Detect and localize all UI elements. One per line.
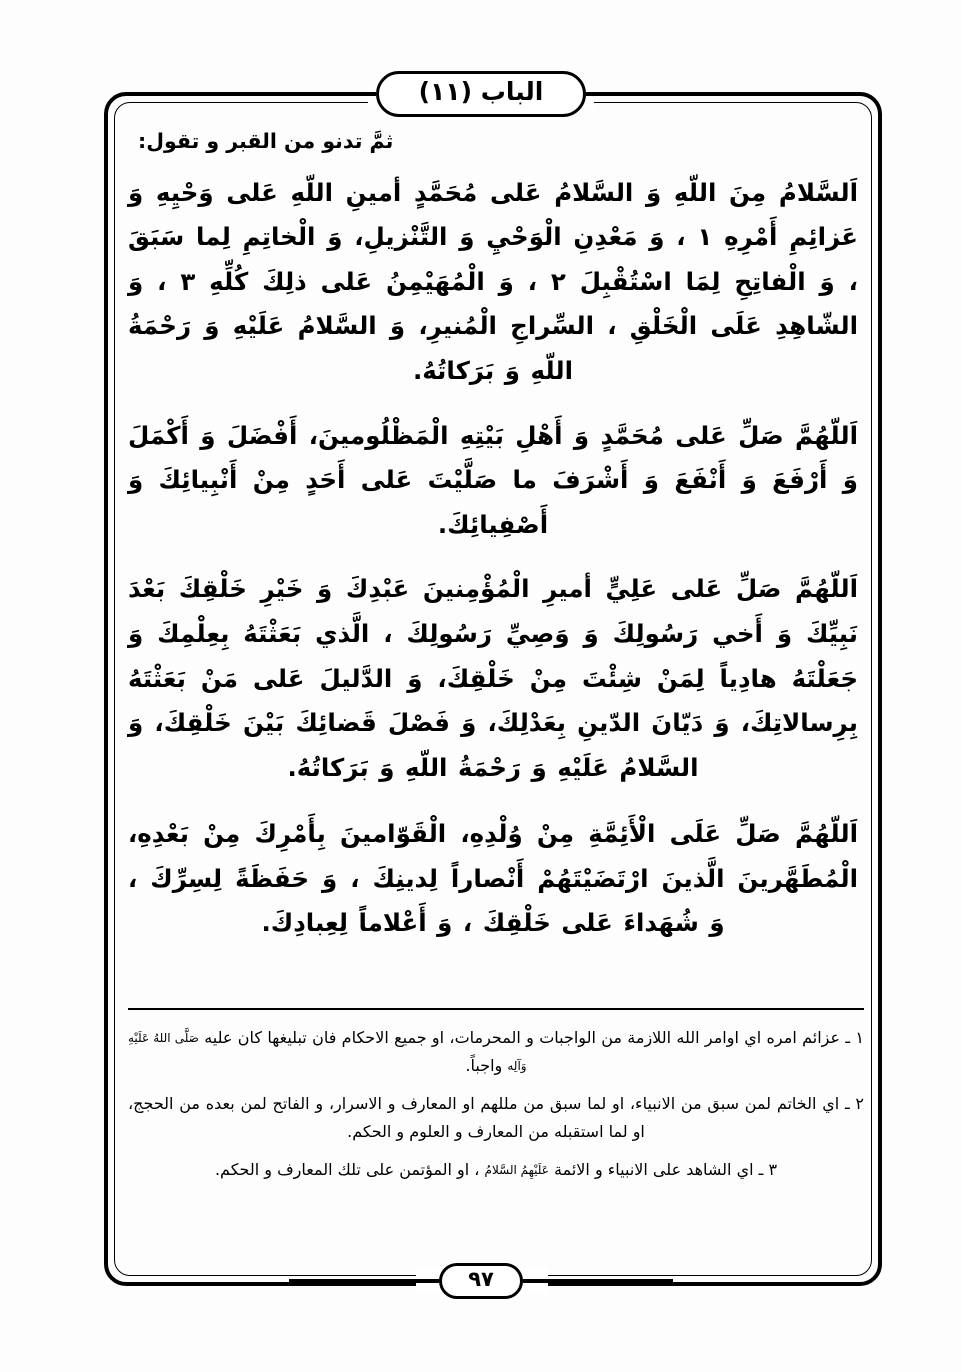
footnote-2-dash: ـ	[844, 1093, 850, 1113]
prayer-paragraph-1: اَلسَّلامُ مِنَ اللّهِ وَ السَّلامُ عَلى مُحَمَّدٍ أمينِ اللّهِ عَلى وَحْيِهِ وَ عَزائِمِ أَمْرِهِ ١ ، وَ مَعْدِنِ الْوَحْيِ وَ التَّنْزيلِ، وَ الْخاتِمِ لِما سَبَقَ ، وَ الْفاتِحِ لِمَا اسْتُقْبِلَ ٢ ، وَ الْمُهَيْمِنُ عَلى ذلِكَ كُلِّهِ ٣ ، وَ الشّاهِدِ عَلَى الْخَلْقِ ، السِّراجِ الْمُنيرِ، وَ السَّلامُ عَلَيْهِ وَ رَحْمَةُ اللّهِ وَ بَرَكاتُهُ.	[128, 177, 858, 386]
footnote-1-honorific: صَلَّى اللهُ عَلَيْهِ وَآلِه	[128, 1031, 527, 1074]
footer-rule-left	[289, 1279, 439, 1283]
header-rule-left	[248, 92, 376, 96]
footnotes-section	[128, 1008, 864, 1193]
footnote-2	[128, 1090, 864, 1147]
footnote-1-text-after: واجباً.	[465, 1056, 503, 1076]
footnote-1-marker: ١	[855, 1028, 864, 1047]
page-body	[128, 126, 858, 958]
page-footer	[0, 1258, 962, 1304]
footnote-3-text-after: ، او المؤتمن على تلك المعارف و الحكم.	[214, 1159, 480, 1179]
chapter-header	[0, 68, 962, 120]
footnote-1-dash: ـ	[845, 1028, 851, 1047]
footnote-2-text-before: اي الخاتم لمن سبق من الانبياء، او لما سبق من مللهم او المعارف و الاسرار، و الفاتح لمن بعده من الحجج، او لما استقبله من المعارف و العلوم و الحكم.	[128, 1093, 840, 1142]
page-number-badge: ٩٧	[439, 1263, 523, 1299]
footnote-3-dash: ـ	[758, 1159, 764, 1179]
footnote-1-text-before: عزائم امره اي اوامر الله اللازمة من الواجبات و المحرمات، او جميع الاحكام فان تبليغها كان عليه	[204, 1028, 841, 1047]
footnote-3-text-before: اي الشاهد على الانبياء و الائمة	[554, 1159, 754, 1179]
footnote-2-marker: ٢	[855, 1093, 864, 1113]
prayer-paragraph-4: اَللّهُمَّ صَلِّ عَلَى الْأَئِمَّةِ مِنْ وُلْدِهِ، الْقَوّامينَ بِأَمْرِكَ مِنْ بَعْدِهِ، الْمُطَهَّرينَ الَّذينَ ارْتَضَيْتَهُمْ أَنْصاراً لِدينِكَ ، وَ حَفَظَةً لِسِرِّكَ ، وَ شُهَداءَ عَلى خَلْقِكَ ، وَ أَعْلاماً لِعِبادِكَ.	[128, 819, 858, 938]
footer-rule-right	[523, 1279, 673, 1283]
prayer-paragraph-3: اَللّهُمَّ صَلِّ عَلى عَلِيٍّ أميرِ الْمُؤْمِنينَ عَبْدِكَ وَ خَيْرِ خَلْقِكَ بَعْدَ نَبِيِّكَ وَ أَخي رَسُولِكَ وَ وَصِيِّ رَسُولِكَ ، الَّذي بَعَثْتَهُ بِعِلْمِكَ وَ جَعَلْتَهُ هادِياً لِمَنْ شِئْتَ مِنْ خَلْقِكَ، وَ الدَّليلَ عَلى مَنْ بَعَثْتَهُ بِرِسالاتِكَ، وَ دَيّانَ الدّينِ بِعَدْلِكَ، وَ فَصْلَ قَضائِكَ بَيْنَ خَلْقِكَ، وَ السَّلامُ عَلَيْهِ وَ رَحْمَةُ اللّهِ وَ بَرَكاتُهُ.	[128, 574, 858, 782]
footnote-separator-rule	[128, 1008, 864, 1010]
footnote-1	[128, 1024, 864, 1081]
footnote-3-marker: ٣	[768, 1159, 778, 1179]
chapter-badge: الباب (١١)	[376, 71, 587, 117]
footnote-3-honorific: عَلَيْهِمُ السَّلامُ	[484, 1162, 549, 1177]
header-rule-right	[586, 92, 714, 96]
footnote-3	[128, 1156, 864, 1184]
intro-instruction: ثمَّ تدنو من القبر و تقول:	[138, 129, 394, 153]
prayer-paragraph-2: اَللّهُمَّ صَلِّ عَلى مُحَمَّدٍ وَ أَهْلِ بَيْتِهِ الْمَظْلُومينَ، أَفْضَلَ وَ أَكْمَلَ وَ أَرْفَعَ وَ أَنْفَعَ وَ أَشْرَفَ ما صَلَّيْتَ عَلى أَحَدٍ مِنْ أَنْبِيائِكَ وَ أَصْفِيائِكَ.	[128, 420, 858, 539]
